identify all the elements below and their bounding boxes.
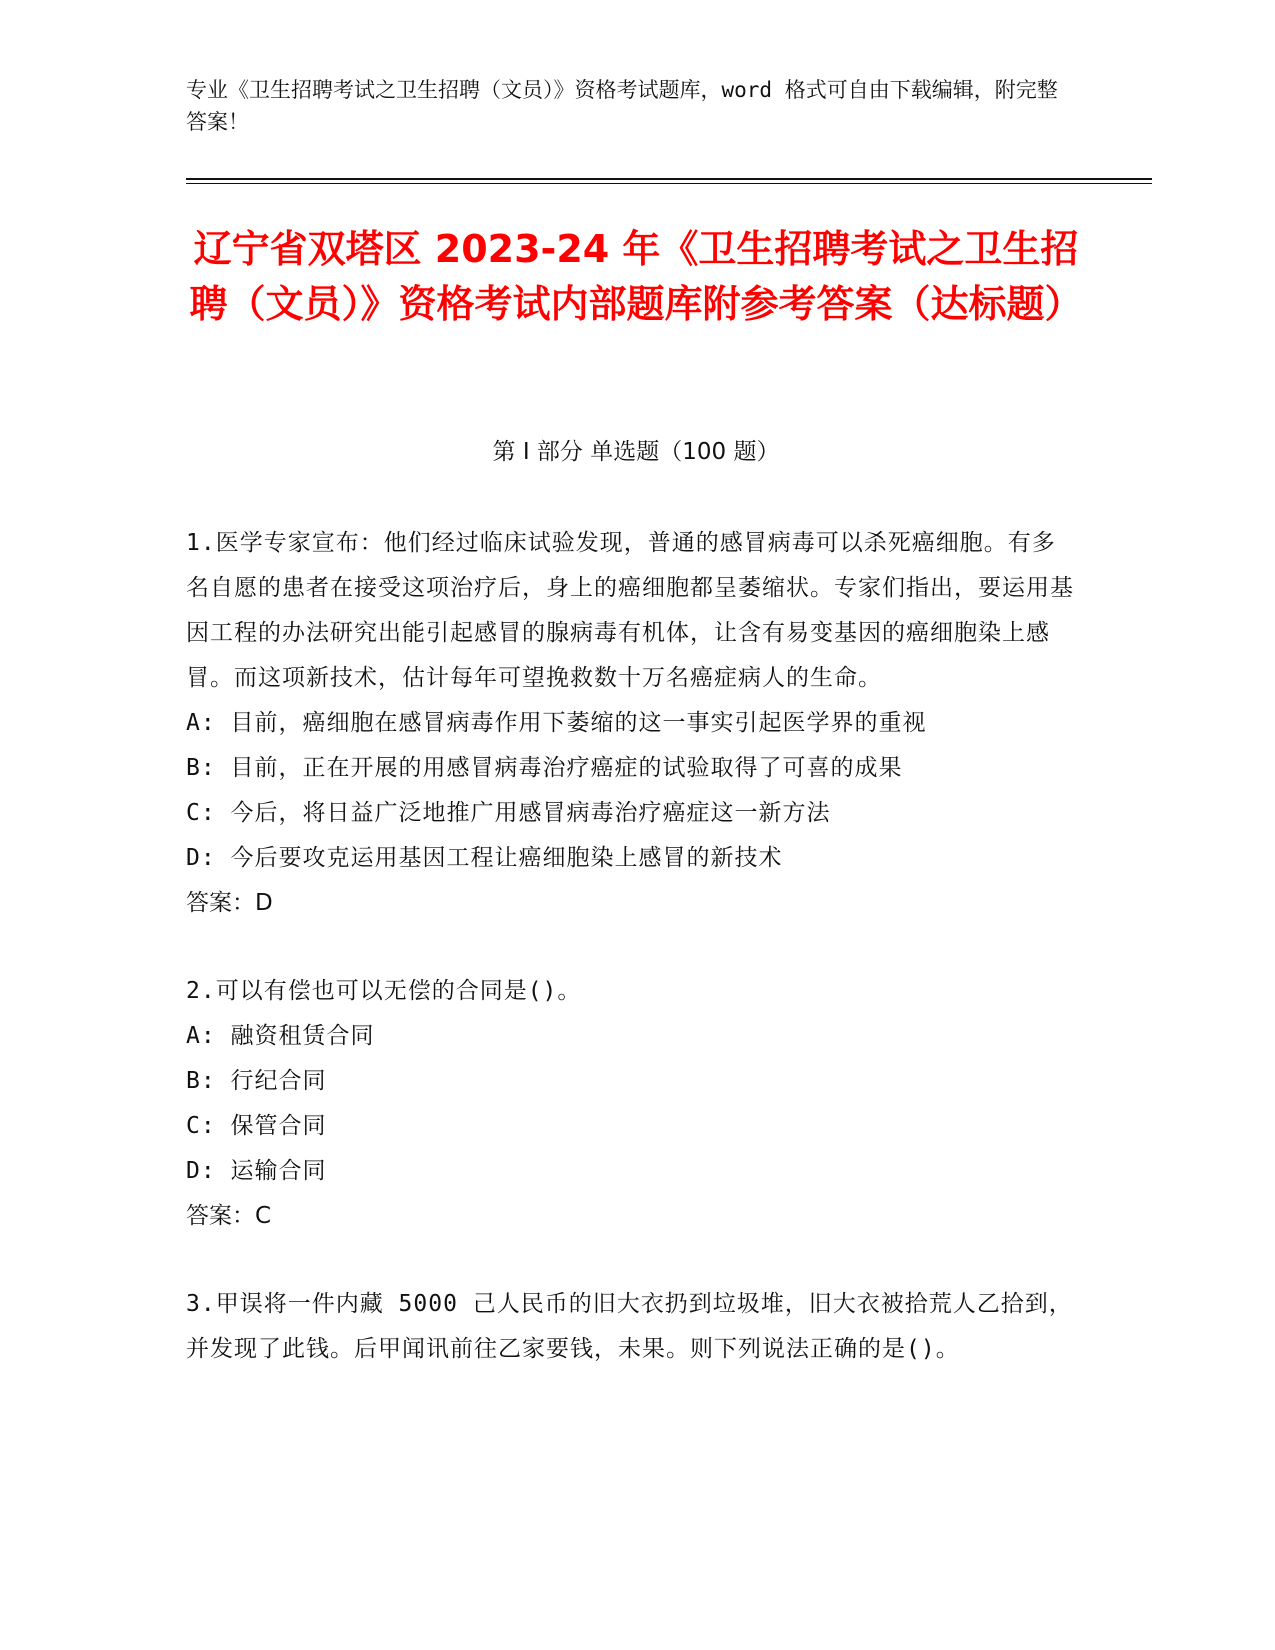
answer: 答案：D bbox=[186, 890, 273, 916]
question-stem: 1.医学专家宣布：他们经过临床试验发现，普通的感冒病毒可以杀死癌细胞。有多名自愿的患者在接受这项治疗后，身上的癌细胞都呈萎缩状。专家们指出，要运用基因工程的办法研究出能引起感冒的腺病毒有机体，让含有易变基因的癌细胞染上感冒。而这项新技术，估计每年可望挽救数十万名癌症病人的生命。 bbox=[186, 530, 1074, 691]
option-d: D: 今后要攻克运用基因工程让癌细胞染上感冒的新技术 bbox=[186, 845, 783, 871]
option-b: B: 行纪合同 bbox=[186, 1068, 327, 1094]
document-title: 辽宁省双塔区 2023-24 年《卫生招聘考试之卫生招聘（文员）》资格考试内部题库附参考答案（达标题） bbox=[189, 227, 1083, 326]
section-heading: 第 I 部分 单选题（100 题） bbox=[492, 439, 780, 465]
question-stem: 3.甲误将一件内藏 5000 己人民币的旧大衣扔到垃圾堆，旧大衣被拾荒人乙拾到，并发现了此钱。后甲闻讯前往乙家要钱，未果。则下列说法正确的是()。 bbox=[186, 1291, 1073, 1362]
answer: 答案：C bbox=[186, 1203, 272, 1229]
option-a: A: 融资租赁合同 bbox=[186, 1023, 375, 1049]
option-b: B: 目前，正在开展的用感冒病毒治疗癌症的试验取得了可喜的成果 bbox=[186, 755, 903, 781]
question-stem: 2.可以有偿也可以无偿的合同是()。 bbox=[186, 978, 582, 1004]
question-2 bbox=[186, 969, 1076, 1239]
option-c: C: 保管合同 bbox=[186, 1113, 327, 1139]
header-divider bbox=[186, 178, 1152, 180]
header-note: 专业《卫生招聘考试之卫生招聘（文员）》资格考试题库，word 格式可自由下载编辑，附完整答案！ bbox=[186, 78, 1058, 134]
question-3 bbox=[186, 1282, 1076, 1372]
option-d: D: 运输合同 bbox=[186, 1158, 327, 1184]
header-divider-thin bbox=[186, 183, 1152, 184]
option-c: C: 今后，将日益广泛地推广用感冒病毒治疗癌症这一新方法 bbox=[186, 800, 831, 826]
question-list bbox=[186, 521, 1076, 1415]
option-a: A: 目前，癌细胞在感冒病毒作用下萎缩的这一事实引起医学界的重视 bbox=[186, 710, 927, 736]
question-1 bbox=[186, 521, 1076, 926]
